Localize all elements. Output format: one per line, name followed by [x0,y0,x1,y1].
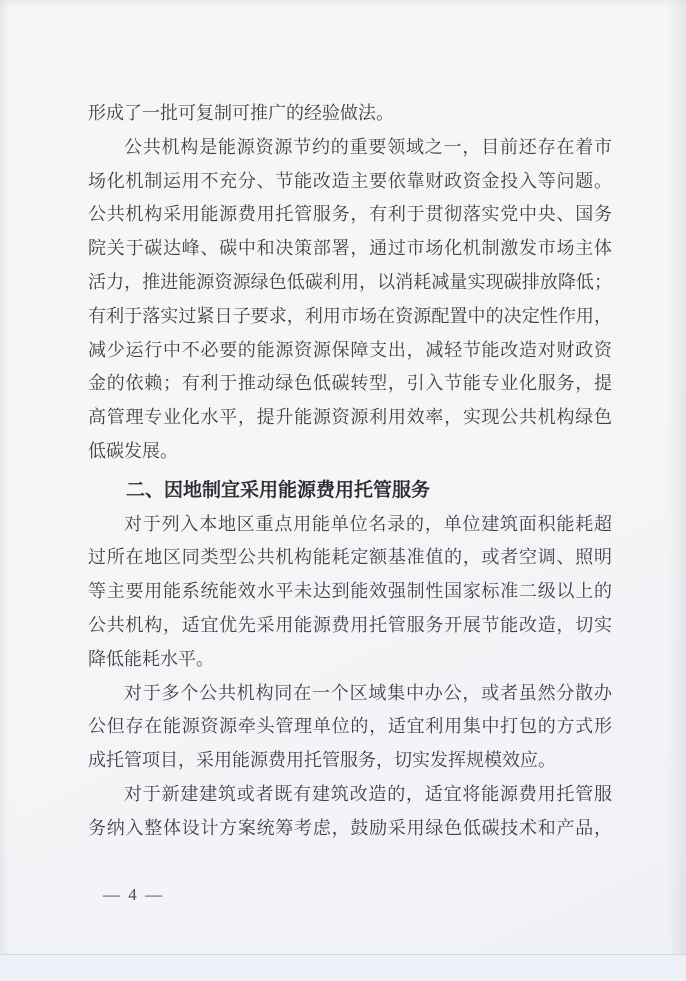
scan-edge-top [0,0,686,8]
text-line: 公共机构采用能源费用托管服务，有利于贯彻落实党中央、国务 [88,204,612,225]
scan-edge-right [668,0,686,980]
text-line: 低碳发展。 [88,440,178,461]
section-heading [88,474,612,508]
text-line: 活力，推进能源资源绿色低碳利用，以消耗减量实现碳排放降低； [88,271,612,292]
text-line: 过所在地区同类型公共机构能耗定额基准值的，或者空调、照明 [88,547,612,568]
paragraph [88,677,612,778]
text-line: 金的依赖；有利于推动绿色低碳转型，引入节能专业化服务，提 [88,373,612,394]
page-number: — 4 — [103,885,164,904]
text-line: 对于新建建筑或者既有建筑改造的，适宜将能源费用托管服 [124,783,612,804]
text-line: 对于多个公共机构同在一个区域集中办公，或者虽然分散办 [124,682,612,703]
text-line: 高管理专业化水平，提升能源资源利用效率，实现公共机构绿色 [88,407,612,428]
paragraph [88,778,612,846]
scan-edge-left [0,0,10,980]
paragraph [88,508,612,677]
text-line: 院关于碳达峰、碳中和决策部署，通过市场化机制激发市场主体 [88,238,612,259]
paragraph [88,131,612,469]
text-line: 公但存在能源资源牵头管理单位的，适宜利用集中打包的方式形 [88,716,612,737]
document-body [88,97,612,846]
text-line: 公共机构，适宜优先采用能源费用托管服务开展节能改造，切实 [88,614,612,635]
text-line: 等主要用能系统能效水平未达到能效强制性国家标准二级以上的 [88,581,612,602]
scan-edge-bottom [0,954,686,981]
text-line: 二、因地制宜采用能源费用托管服务 [126,479,431,501]
text-line: 降低能耗水平。 [88,648,214,669]
text-line: 对于列入本地区重点用能单位名录的，单位建筑面积能耗超 [124,513,612,534]
text-line: 成托管项目，采用能源费用托管服务，切实发挥规模效应。 [88,750,556,771]
text-line: 场化机制运用不充分、节能改造主要依靠财政资金投入等问题。 [88,170,612,191]
text-line: 形成了一批可复制可推广的经验做法。 [88,103,394,123]
text-line: 务纳入整体设计方案统筹考虑，鼓励采用绿色低碳技术和产品， [88,817,612,838]
text-line: 减少运行中不必要的能源资源保障支出，减轻节能改造对财政资 [88,339,612,360]
text-line: 有利于落实过紧日子要求，利用市场在资源配置中的决定性作用， [88,305,612,326]
paragraph [88,97,612,131]
text-line: 公共机构是能源资源节约的重要领域之一，目前还存在着市 [124,136,612,157]
